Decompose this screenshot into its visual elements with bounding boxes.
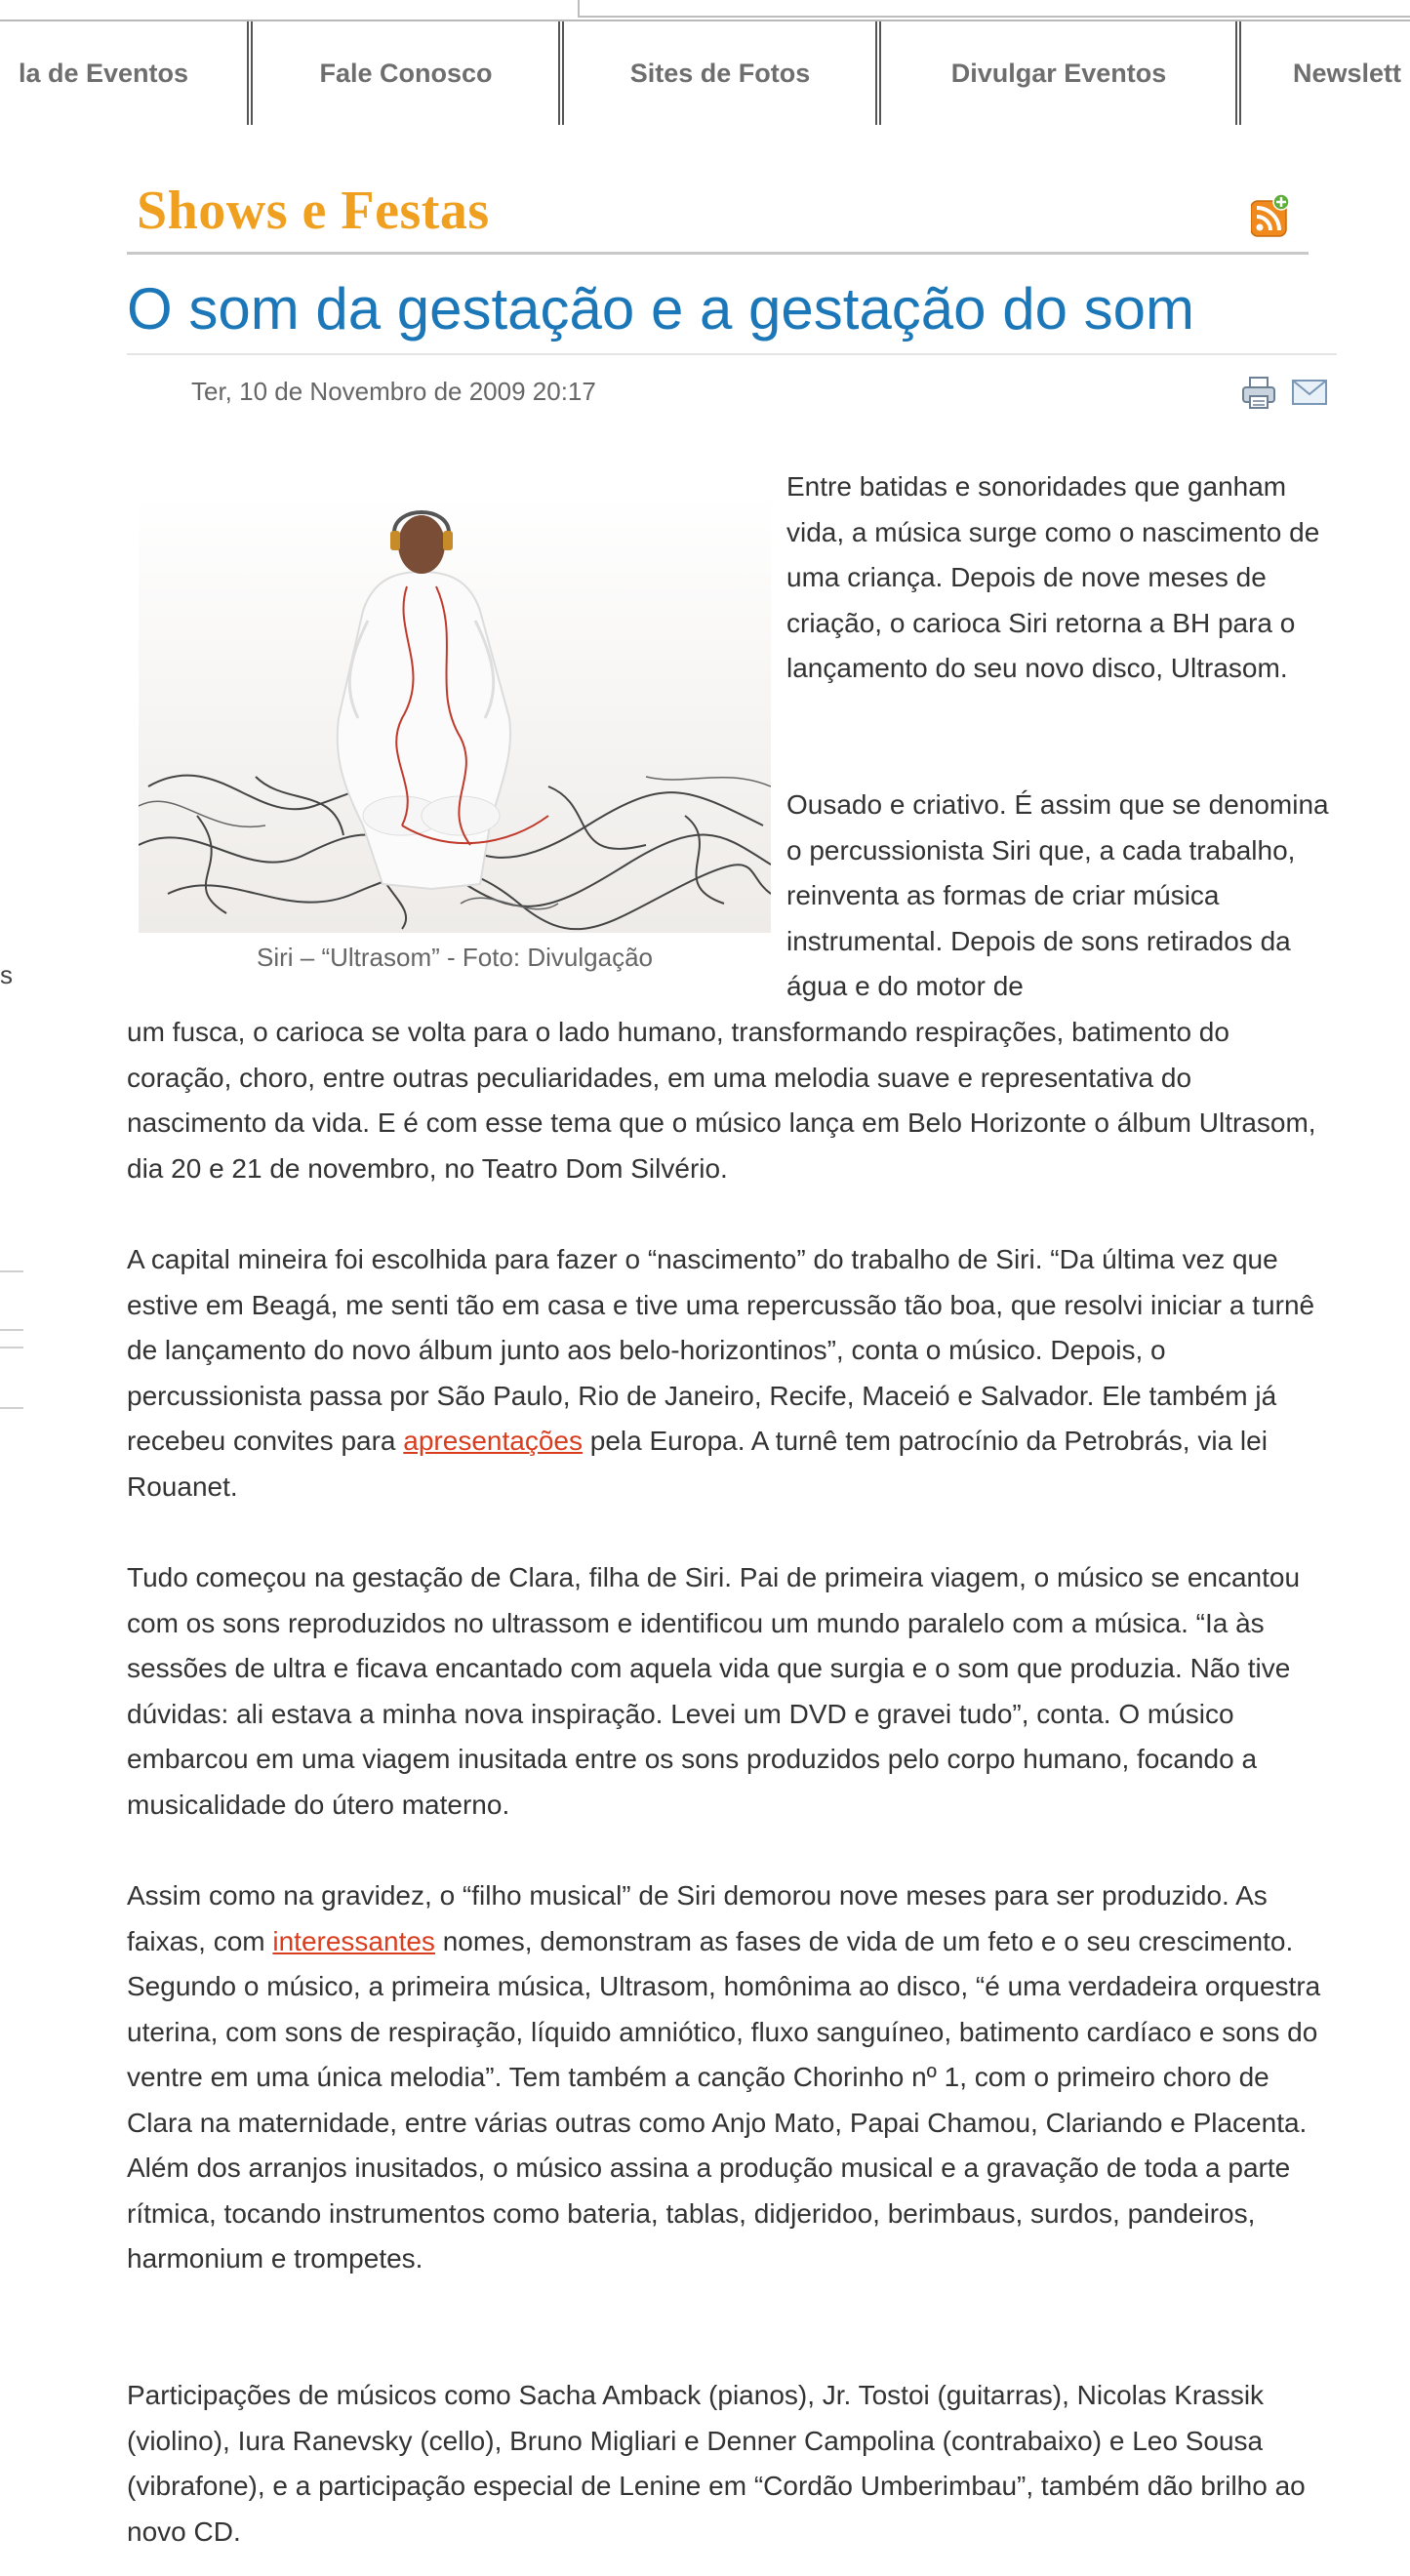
left-column-divider [0, 1329, 23, 1331]
paragraph-text: A capital mineira foi escolhida para fazer o “nascimento” do trabalho de Siri. “Da última vez que estive em Beagá, me senti tão em casa e tive uma repercussão tão boa, que resolvi iniciar a turnê de lançamento do novo álbum junto aos belo-horizontinos”, conta o músico. Depois, o percussionista passa por São Paulo, Rio de Janeiro, Recife, Maceió e Salvador. Ele também já recebeu convites para [127, 1244, 1315, 1456]
article-paragraph-4: Tudo começou na gestação de Clara, filha de Siri. Pai de primeira viagem, o músico se encantou com os sons reproduzidos no ultrassom e identificou um mundo paralelo com a música. “Ia às sessões de ultra e ficava encantado com aquela vida que surgia e o som que produzia. Não tive dúvidas: ali estava a minha nova inspiração. Levei um DVD e gravei tudo”, conta. O músico embarcou em uma viagem inusitada entre os sons produzidos pelo corpo humano, focando a musicalidade do útero materno. [127, 1562, 1301, 1820]
paragraph-text: nomes, demonstram as fases de vida de um feto e o seu crescimento. Segundo o músico, a primeira música, Ultrasom, homônima ao disco, “é uma verdadeira orquestra uterina, com sons de respiração, líquido amniótico, fluxo sanguíneo, batimento cardíaco e sons do ventre em uma única melodia”. Tem também a canção Chorinho nº 1, com o primeiro choro de Clara na maternidade, entre várias outras como Anjo Mato, Papai Chamou, Clariando e Placenta. Além dos arranjos inusitados, o músico assina a produção musical e a gravação de toda a parte rítmica, tocando instrumentos como bateria, tablas, didjeridoo, berimbaus, surdos, pandeiros, harmonium e trompetes. [127, 1925, 1321, 2274]
title-divider [127, 353, 1337, 355]
article-paragraph-3 [127, 1237, 1337, 1509]
link-apresentacoes[interactable]: apresentações [403, 1426, 583, 1456]
print-icon[interactable] [1241, 375, 1276, 410]
article-paragraph-6: Participações de músicos como Sacha Amback (pianos), Jr. Tostoi (guitarras), Nicolas Krassik (violino), Iura Ranevsky (cello), Bruno Migliari e Denner Campolina (contrabaixo) e Leo Sousa (vibrafone), e a participação especial de Lenine em “Cordão Umberimbau”, também dão brilho ao novo CD. [127, 2380, 1306, 2547]
paragraph-text: Assim como na gravidez, o “filho musical” de Siri demorou nove meses para ser produzido. As faixas, com [127, 1880, 1268, 1956]
left-column-divider [0, 1407, 23, 1409]
article-photo [139, 494, 771, 933]
paragraph-text: pela Europa. A turnê tem patrocínio da Petrobrás, via lei Rouanet. [127, 1426, 1268, 1502]
section-title: Shows e Festas [137, 181, 490, 241]
left-column-divider [0, 1270, 23, 1272]
nav-item-sites-de-fotos[interactable]: Sites de Fotos [629, 58, 811, 88]
top-frame [0, 0, 1410, 21]
rss-feed-icon[interactable] [1251, 193, 1290, 238]
left-column-fragment: s [0, 960, 13, 989]
article-paragraph-1: Entre batidas e sonoridades que ganham vida, a música surge como o nascimento de uma criança. Depois de nove meses de criação, o carioca Siri retorna a BH para o lançamento do seu novo disco, Ultrasom. [786, 471, 1320, 683]
top-frame-box [578, 0, 1410, 18]
email-icon[interactable] [1292, 379, 1327, 406]
nav-item-agenda-de-eventos[interactable]: la de Eventos [18, 58, 189, 88]
nav-separator [875, 21, 881, 125]
left-column-divider [0, 1347, 23, 1348]
nav-item-divulgar-eventos[interactable]: Divulgar Eventos [950, 58, 1167, 88]
article-paragraph-5 [127, 1873, 1337, 2282]
nav-separator [247, 21, 253, 125]
article-paragraph-2-end: um fusca, o carioca se volta para o lado humano, transformando respirações, batimento do coração, choro, entre outras peculiaridades, em uma melodia suave e representativa do nascimento da vida. E é com esse tema que o músico lança em Belo Horizonte o álbum Ultrasom, dia 20 e 21 de novembro, no Teatro Dom Silvério. [127, 1017, 1316, 1184]
article-title[interactable]: O som da gestação e a gestação do som [127, 276, 1194, 342]
article-paragraph-2-start: Ousado e criativo. É assim que se denomina o percussionista Siri que, a cada trabalho, reinventa as formas de criar música instrumental. Depois de sons retirados da água e do motor de [786, 789, 1329, 1001]
nav-separator [1235, 21, 1241, 125]
article-date: Ter, 10 de Novembro de 2009 20:17 [191, 377, 596, 406]
image-caption: Siri – “Ultrasom” - Foto: Divulgação [257, 943, 653, 972]
link-interessantes[interactable]: interessantes [272, 1925, 435, 1956]
nav-item-newsletter[interactable]: Newslett [1293, 58, 1402, 88]
nav-separator [558, 21, 564, 125]
nav-item-fale-conosco[interactable]: Fale Conosco [319, 58, 493, 88]
section-divider [127, 252, 1309, 255]
main-nav [0, 21, 1410, 125]
